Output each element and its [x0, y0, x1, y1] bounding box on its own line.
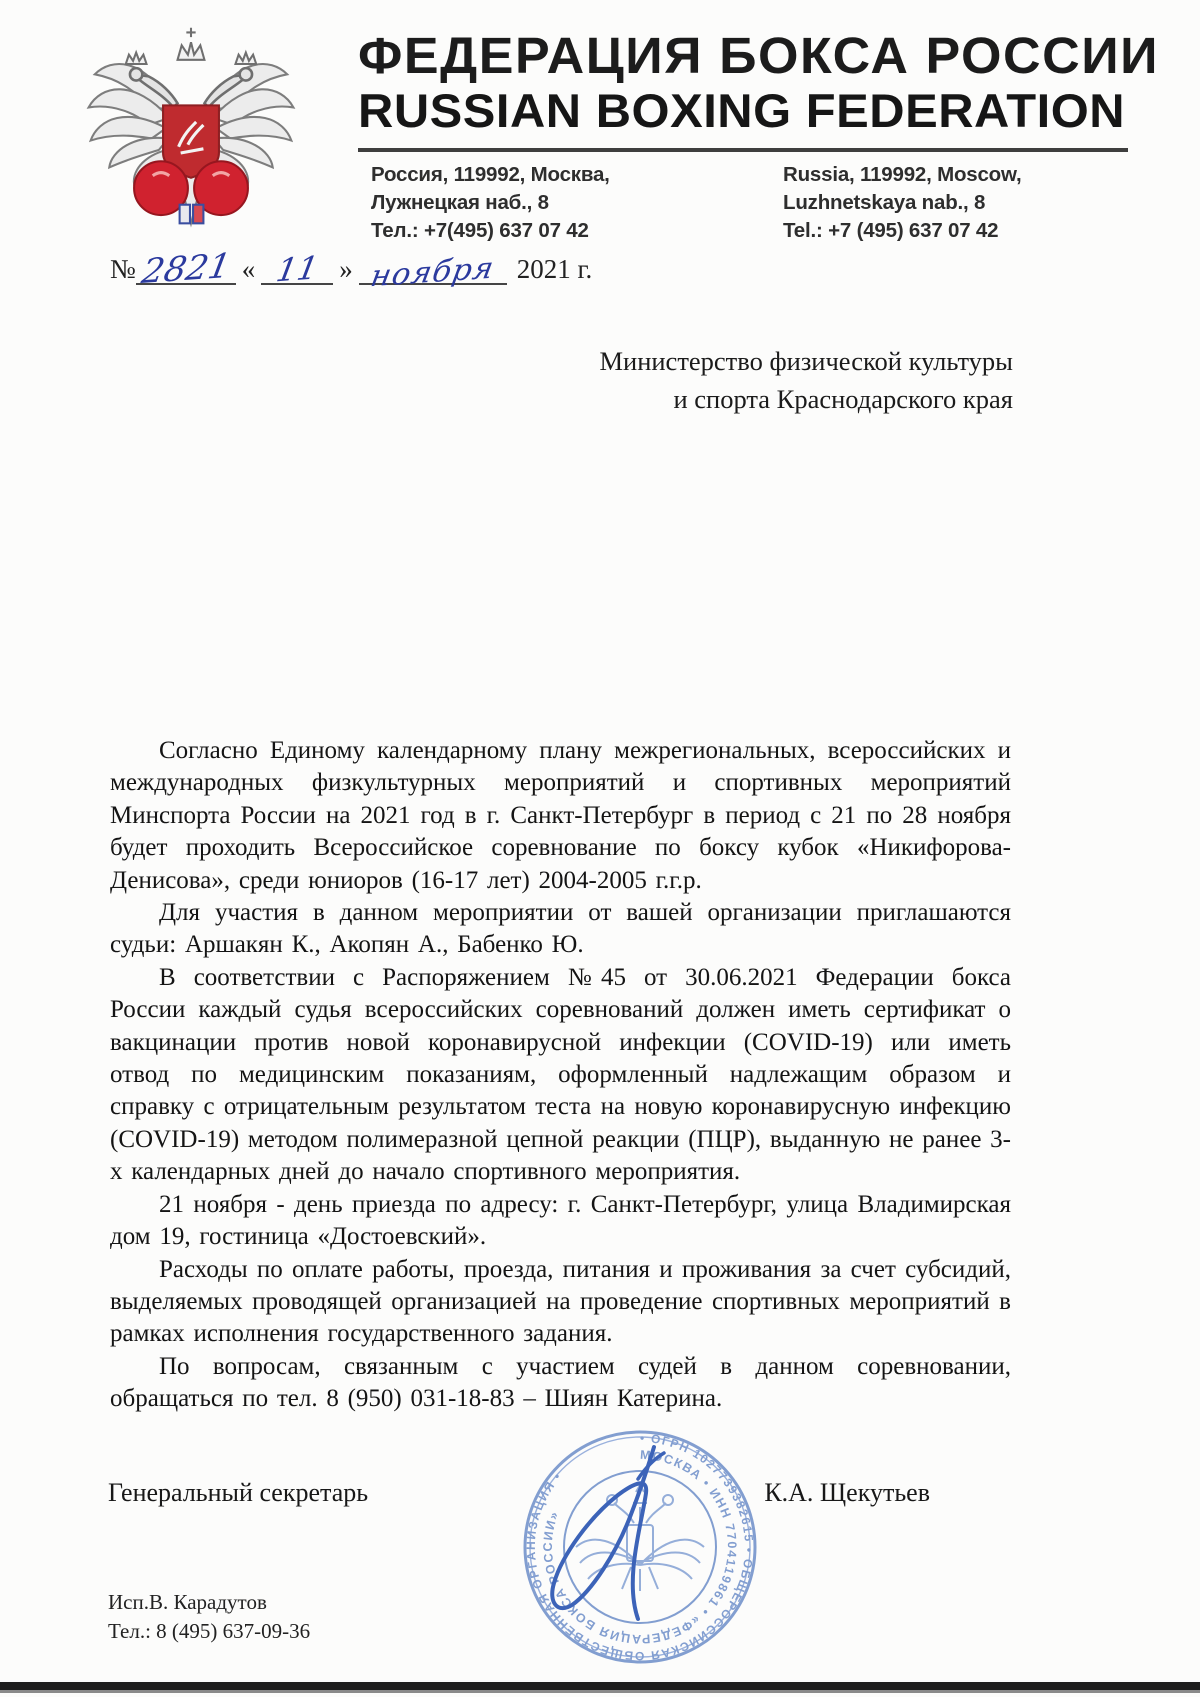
paragraph-judges: Для участия в данном мероприятии от вашей организации приглашаются судьи: Аршакян К., Акопян А., Бабенко Ю. — [110, 899, 1011, 959]
letter-body — [110, 735, 1011, 1416]
executor-phone: Тел.: 8 (495) 637-09-36 — [108, 1619, 311, 1643]
executor-block — [108, 1588, 310, 1646]
signer-name: К.А. Щекутьев — [764, 1478, 930, 1507]
recipient-line1: Министерство физической культуры — [599, 346, 1013, 376]
address-en — [783, 161, 1113, 245]
ref-year: 2021 г. — [516, 254, 593, 284]
address-en-line: Tel.: +7 (495) 637 07 42 — [783, 219, 999, 242]
address-ru-line: Лужнецкая наб., 8 — [371, 191, 549, 214]
paragraph-expenses: Расходы по оплате работы, проезда, питания и проживания за счет субсидий, выделяемых проводящей организацией на проведение спортивных мероприятий в рамках исполнения государственного задания. — [110, 1255, 1011, 1348]
address-block — [358, 161, 1133, 245]
paragraph-schedule: Согласно Единому календарному плану межрегиональных, всероссийских и международных физкультурных мероприятий и спортивных мероприятий Минспорта России на 2021 год в г. Санкт-Петербург в период с 21 по 28 ноября будет проходить Всероссийское соревнование по боксу кубок «Никифорова-Денисова», среди юниоров (16-17 лет) 2004-2005 г.г.р. — [110, 737, 1011, 894]
crowns-icon — [126, 28, 256, 64]
org-title-en: RUSSIAN BOXING FEDERATION — [358, 84, 1126, 137]
stamp-ring-outer-text: • ОГРН 1027739382615 • ОБЩЕРОССИЙСКАЯ ОБЩЕСТВЕННАЯ ОРГАНИЗАЦИЯ • — [523, 1430, 756, 1664]
handwritten-month: ноября — [368, 250, 498, 295]
address-ru-line: Тел.: +7(495) 637 07 42 — [371, 219, 589, 242]
handwritten-ref-number: 2821 — [138, 246, 234, 292]
stamp-ring-inner-text: МОСКВА • ИНН 7704119861 • «ФЕДЕРАЦИЯ БОКСА РОССИИ» — [540, 1447, 739, 1647]
signer-role: Генеральный секретарь — [108, 1478, 369, 1507]
ref-number-prefix: № — [110, 254, 136, 284]
federation-emblem-logo — [72, 20, 310, 228]
ref-number-blank — [136, 243, 236, 292]
header-divider — [358, 148, 1128, 152]
paragraph-contact: По вопросам, связанным с участием судей в данном соревновании, обращаться по тел. 8 (950) 031-18-83 – Шиян Катерина. — [110, 1352, 1011, 1413]
address-en-line: Luzhnetskaya nab., 8 — [783, 191, 986, 214]
address-ru — [358, 161, 783, 245]
round-stamp — [488, 1395, 792, 1695]
quote-close: » — [339, 254, 353, 284]
handwritten-day: 11 — [273, 248, 322, 290]
org-title-ru: ФЕДЕРАЦИЯ БОКСА РОССИИ — [358, 27, 1160, 84]
scan-edge-line — [0, 1682, 1200, 1690]
paragraph-arrival: 21 ноября - день приезда по адресу: г. Санкт-Петербург, улица Владимирская дом 19, гостиница «Достоевский». — [110, 1190, 1011, 1251]
executor-name: Исп.В. Карадутов — [108, 1590, 267, 1614]
signature-stroke — [552, 1447, 664, 1619]
recipient-block — [599, 342, 1013, 418]
recipient-line2: и спорта Краснодарского края — [673, 384, 1013, 414]
paragraph-covid-requirements: В соответствии с Распоряжением №45 от 30.06.2021 Федерации бокса России каждый судья всероссийских соревнований должен иметь сертификат о вакцинации против новой коронавирусной инфекции (COVID-19) или иметь отвод по медицинским показаниям, оформленный надлежащим образом и справку с отрицательным результатом теста на новую коронавирусную инфекцию (COVID-19) методом полимеразной цепной реакции (ПЦР), выданную не ранее 3-х календарных дней до начало спортивного мероприятия. — [110, 963, 1011, 1186]
ref-day-blank — [261, 245, 333, 290]
quote-open: « — [241, 254, 256, 284]
letterhead — [358, 27, 1160, 245]
stamp-eagle-icon — [576, 1485, 704, 1591]
address-ru-line: Россия, 119992, Москва, — [371, 163, 610, 186]
ref-month-blank — [359, 248, 507, 295]
ref-number-date-line — [110, 243, 593, 295]
scan-edge-shadow — [0, 1690, 1200, 1693]
address-en-line: Russia, 119992, Moscow, — [783, 163, 1022, 186]
